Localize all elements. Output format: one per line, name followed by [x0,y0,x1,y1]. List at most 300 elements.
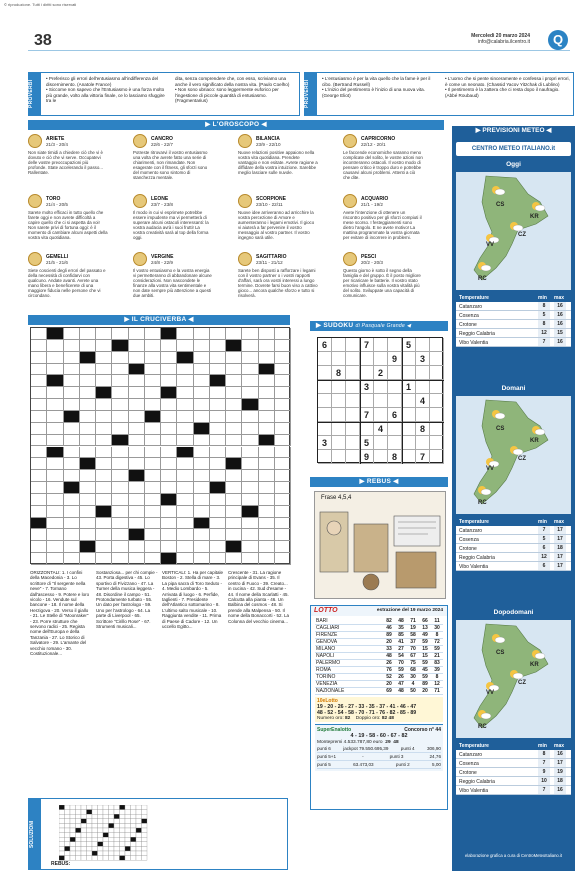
sudoku-cell[interactable] [430,408,444,422]
crossword-cell[interactable] [145,494,161,506]
crossword-cell[interactable] [129,352,145,364]
crossword-cell[interactable] [194,375,210,387]
crossword-cell[interactable] [112,482,128,494]
crossword-cell[interactable] [194,411,210,423]
crossword-cell[interactable] [31,340,47,352]
crossword-cell[interactable] [80,364,96,376]
sudoku-cell[interactable] [416,380,430,394]
crossword-cell[interactable] [177,375,193,387]
sudoku-cell[interactable] [346,408,360,422]
crossword-cell[interactable] [242,387,258,399]
crossword-cell[interactable] [259,494,275,506]
crossword-cell[interactable] [31,352,47,364]
crossword-cell[interactable] [226,518,242,530]
crossword-cell[interactable] [210,328,226,340]
sudoku-cell[interactable] [346,380,360,394]
crossword-cell[interactable] [129,435,145,447]
crossword-cell[interactable] [145,506,161,518]
crossword-cell[interactable] [177,529,193,541]
crossword-cell[interactable] [80,553,96,565]
crossword-cell[interactable] [242,541,258,553]
crossword-cell[interactable] [64,447,80,459]
crossword-cell[interactable] [275,328,291,340]
crossword-cell[interactable] [210,435,226,447]
crossword-cell[interactable] [210,387,226,399]
crossword-cell[interactable] [145,482,161,494]
crossword-cell[interactable] [96,375,112,387]
crossword-cell[interactable] [275,553,291,565]
sudoku-cell[interactable] [346,450,360,464]
sudoku-cell[interactable] [360,422,374,436]
crossword-cell[interactable] [226,506,242,518]
crossword-cell[interactable] [112,352,128,364]
sudoku-cell[interactable] [388,338,402,352]
crossword-cell[interactable] [129,411,145,423]
crossword-cell[interactable] [80,423,96,435]
crossword-cell[interactable] [226,364,242,376]
sudoku-cell[interactable] [374,450,388,464]
sudoku-cell[interactable] [332,408,346,422]
crossword-cell[interactable] [177,541,193,553]
crossword-cell[interactable] [80,340,96,352]
crossword-cell[interactable] [259,553,275,565]
crossword-cell[interactable] [145,399,161,411]
crossword-cell[interactable] [64,375,80,387]
sudoku-cell[interactable] [332,394,346,408]
crossword-cell[interactable] [31,387,47,399]
crossword-cell[interactable] [161,470,177,482]
crossword-cell[interactable] [129,553,145,565]
crossword-cell[interactable] [129,458,145,470]
crossword-cell[interactable] [64,458,80,470]
crossword-cell[interactable] [96,352,112,364]
crossword-cell[interactable] [194,541,210,553]
crossword-cell[interactable] [129,423,145,435]
crossword-cell[interactable] [64,470,80,482]
sudoku-cell[interactable] [402,394,416,408]
crossword-cell[interactable] [226,411,242,423]
crossword-cell[interactable] [145,423,161,435]
crossword-cell[interactable] [64,364,80,376]
crossword-cell[interactable] [112,387,128,399]
sudoku-cell[interactable] [346,394,360,408]
crossword-cell[interactable] [259,458,275,470]
crossword-cell[interactable] [145,541,161,553]
crossword-cell[interactable] [64,541,80,553]
crossword-cell[interactable] [112,553,128,565]
crossword-cell[interactable] [177,328,193,340]
crossword-cell[interactable] [47,458,63,470]
crossword-cell[interactable] [31,470,47,482]
crossword-cell[interactable] [194,506,210,518]
crossword-cell[interactable] [145,387,161,399]
crossword-cell[interactable] [129,541,145,553]
crossword-cell[interactable] [242,352,258,364]
crossword-cell[interactable] [275,435,291,447]
crossword-cell[interactable] [226,553,242,565]
crossword-cell[interactable] [64,340,80,352]
crossword-cell[interactable] [177,399,193,411]
crossword-cell[interactable] [259,518,275,530]
crossword-cell[interactable] [47,387,63,399]
crossword-cell[interactable] [275,518,291,530]
crossword-cell[interactable] [210,506,226,518]
crossword-cell[interactable] [177,506,193,518]
sudoku-cell[interactable] [346,422,360,436]
sudoku-cell[interactable] [374,380,388,394]
crossword-cell[interactable] [177,458,193,470]
crossword-cell[interactable] [64,328,80,340]
sudoku-cell[interactable] [318,450,332,464]
crossword-cell[interactable] [242,340,258,352]
crossword-cell[interactable] [194,387,210,399]
crossword-cell[interactable] [80,328,96,340]
crossword-cell[interactable] [242,470,258,482]
crossword-cell[interactable] [226,352,242,364]
crossword-cell[interactable] [80,387,96,399]
crossword-cell[interactable] [112,470,128,482]
crossword-cell[interactable] [177,364,193,376]
crossword-cell[interactable] [31,458,47,470]
crossword-cell[interactable] [242,553,258,565]
crossword-cell[interactable] [129,494,145,506]
crossword-cell[interactable] [275,387,291,399]
crossword-cell[interactable] [96,482,112,494]
crossword-cell[interactable] [194,458,210,470]
crossword-cell[interactable] [259,529,275,541]
crossword-cell[interactable] [112,411,128,423]
crossword-cell[interactable] [96,435,112,447]
crossword-cell[interactable] [210,340,226,352]
crossword-cell[interactable] [210,423,226,435]
crossword-cell[interactable] [275,423,291,435]
crossword-cell[interactable] [31,328,47,340]
crossword-cell[interactable] [47,423,63,435]
crossword-cell[interactable] [177,435,193,447]
sudoku-cell[interactable] [430,422,444,436]
crossword-cell[interactable] [80,447,96,459]
sudoku-cell[interactable] [402,352,416,366]
crossword-cell[interactable] [242,494,258,506]
crossword-cell[interactable] [145,328,161,340]
crossword-cell[interactable] [194,447,210,459]
crossword-cell[interactable] [64,506,80,518]
crossword-cell[interactable] [31,529,47,541]
crossword-cell[interactable] [275,506,291,518]
crossword-cell[interactable] [275,470,291,482]
sudoku-cell[interactable] [430,352,444,366]
sudoku-cell[interactable] [318,394,332,408]
crossword-cell[interactable] [161,364,177,376]
crossword-cell[interactable] [80,506,96,518]
crossword-cell[interactable] [242,411,258,423]
crossword-cell[interactable] [259,506,275,518]
crossword-cell[interactable] [31,541,47,553]
crossword-cell[interactable] [194,482,210,494]
sudoku-cell[interactable] [430,366,444,380]
crossword-cell[interactable] [80,411,96,423]
crossword-cell[interactable] [226,470,242,482]
crossword-cell[interactable] [259,470,275,482]
crossword-cell[interactable] [226,494,242,506]
crossword-cell[interactable] [96,529,112,541]
crossword-cell[interactable] [112,494,128,506]
crossword-cell[interactable] [242,423,258,435]
sudoku-cell[interactable] [332,352,346,366]
crossword-cell[interactable] [210,458,226,470]
crossword-cell[interactable] [64,352,80,364]
sudoku-cell[interactable] [318,380,332,394]
crossword-cell[interactable] [129,447,145,459]
crossword-cell[interactable] [96,541,112,553]
crossword-cell[interactable] [177,470,193,482]
crossword-cell[interactable] [177,411,193,423]
crossword-cell[interactable] [275,458,291,470]
crossword-cell[interactable] [210,470,226,482]
crossword-cell[interactable] [96,494,112,506]
crossword-cell[interactable] [242,529,258,541]
sudoku-cell[interactable] [332,422,346,436]
crossword-cell[interactable] [47,553,63,565]
crossword-cell[interactable] [210,541,226,553]
crossword-cell[interactable] [47,529,63,541]
crossword-cell[interactable] [275,411,291,423]
crossword-cell[interactable] [226,375,242,387]
crossword-cell[interactable] [177,494,193,506]
crossword-cell[interactable] [161,423,177,435]
crossword-cell[interactable] [194,328,210,340]
crossword-cell[interactable] [242,447,258,459]
crossword-cell[interactable] [242,375,258,387]
crossword-cell[interactable] [177,340,193,352]
crossword-cell[interactable] [129,328,145,340]
crossword-cell[interactable] [242,364,258,376]
crossword-cell[interactable] [80,494,96,506]
sudoku-cell[interactable] [416,408,430,422]
crossword-cell[interactable] [80,482,96,494]
crossword-cell[interactable] [161,447,177,459]
sudoku-cell[interactable] [388,394,402,408]
crossword-cell[interactable] [47,506,63,518]
crossword-cell[interactable] [226,447,242,459]
crossword-cell[interactable] [161,458,177,470]
crossword-cell[interactable] [210,553,226,565]
crossword-cell[interactable] [161,352,177,364]
crossword-cell[interactable] [31,375,47,387]
crossword-cell[interactable] [64,494,80,506]
sudoku-cell[interactable] [430,436,444,450]
crossword-cell[interactable] [161,399,177,411]
crossword-cell[interactable] [226,399,242,411]
crossword-cell[interactable] [112,506,128,518]
sudoku-cell[interactable] [416,338,430,352]
crossword-cell[interactable] [47,435,63,447]
sudoku-cell[interactable] [360,394,374,408]
crossword-cell[interactable] [275,399,291,411]
crossword-cell[interactable] [31,399,47,411]
sudoku-cell[interactable] [360,366,374,380]
sudoku-cell[interactable] [388,380,402,394]
sudoku-cell[interactable] [318,366,332,380]
crossword-cell[interactable] [112,541,128,553]
crossword-cell[interactable] [275,529,291,541]
crossword-cell[interactable] [80,399,96,411]
crossword-cell[interactable] [259,447,275,459]
crossword-cell[interactable] [96,364,112,376]
crossword-cell[interactable] [80,518,96,530]
crossword-cell[interactable] [177,518,193,530]
crossword-cell[interactable] [210,529,226,541]
sudoku-cell[interactable] [388,366,402,380]
crossword-cell[interactable] [80,375,96,387]
crossword-cell[interactable] [47,541,63,553]
crossword-cell[interactable] [64,435,80,447]
crossword-cell[interactable] [112,529,128,541]
sudoku-cell[interactable] [374,436,388,450]
crossword-cell[interactable] [112,518,128,530]
crossword-cell[interactable] [226,423,242,435]
crossword-cell[interactable] [80,435,96,447]
crossword-cell[interactable] [31,411,47,423]
crossword-cell[interactable] [64,387,80,399]
sudoku-cell[interactable] [402,422,416,436]
crossword-cell[interactable] [96,447,112,459]
crossword-cell[interactable] [31,506,47,518]
crossword-cell[interactable] [275,340,291,352]
crossword-cell[interactable] [194,494,210,506]
crossword-cell[interactable] [275,494,291,506]
crossword-cell[interactable] [96,423,112,435]
crossword-cell[interactable] [47,399,63,411]
crossword-cell[interactable] [80,470,96,482]
crossword-cell[interactable] [275,541,291,553]
crossword-cell[interactable] [242,328,258,340]
crossword-cell[interactable] [112,447,128,459]
crossword-cell[interactable] [194,470,210,482]
sudoku-cell[interactable] [374,338,388,352]
crossword-cell[interactable] [31,447,47,459]
sudoku-cell[interactable] [332,450,346,464]
crossword-cell[interactable] [210,411,226,423]
crossword-cell[interactable] [47,340,63,352]
crossword-cell[interactable] [259,399,275,411]
sudoku-cell[interactable] [346,366,360,380]
crossword-cell[interactable] [145,470,161,482]
crossword-cell[interactable] [259,423,275,435]
crossword-cell[interactable] [161,340,177,352]
crossword-cell[interactable] [112,399,128,411]
sudoku-cell[interactable] [346,352,360,366]
crossword-cell[interactable] [161,506,177,518]
crossword-cell[interactable] [275,447,291,459]
crossword-cell[interactable] [112,328,128,340]
crossword-cell[interactable] [145,458,161,470]
crossword-cell[interactable] [96,458,112,470]
crossword-cell[interactable] [96,553,112,565]
crossword-cell[interactable] [47,494,63,506]
crossword-cell[interactable] [210,399,226,411]
crossword-cell[interactable] [96,340,112,352]
sudoku-cell[interactable] [332,436,346,450]
crossword-cell[interactable] [47,470,63,482]
sudoku-cell[interactable] [374,394,388,408]
sudoku-cell[interactable] [430,450,444,464]
crossword-cell[interactable] [112,423,128,435]
crossword-cell[interactable] [129,375,145,387]
crossword-cell[interactable] [112,458,128,470]
crossword-cell[interactable] [145,340,161,352]
sudoku-cell[interactable] [318,408,332,422]
crossword-cell[interactable] [31,553,47,565]
crossword-cell[interactable] [31,423,47,435]
crossword-cell[interactable] [194,364,210,376]
crossword-cell[interactable] [259,328,275,340]
crossword-grid[interactable] [30,327,290,564]
crossword-cell[interactable] [31,482,47,494]
crossword-cell[interactable] [259,387,275,399]
crossword-cell[interactable] [275,352,291,364]
crossword-cell[interactable] [161,518,177,530]
crossword-cell[interactable] [194,399,210,411]
crossword-cell[interactable] [194,553,210,565]
crossword-cell[interactable] [259,375,275,387]
crossword-cell[interactable] [145,435,161,447]
crossword-cell[interactable] [275,375,291,387]
crossword-cell[interactable] [47,518,63,530]
crossword-cell[interactable] [259,352,275,364]
crossword-cell[interactable] [210,494,226,506]
crossword-cell[interactable] [112,375,128,387]
crossword-cell[interactable] [275,482,291,494]
sudoku-cell[interactable] [402,408,416,422]
crossword-cell[interactable] [96,399,112,411]
crossword-cell[interactable] [129,399,145,411]
crossword-cell[interactable] [210,364,226,376]
crossword-cell[interactable] [64,399,80,411]
crossword-cell[interactable] [64,529,80,541]
sudoku-cell[interactable] [346,338,360,352]
crossword-cell[interactable] [64,553,80,565]
crossword-cell[interactable] [177,553,193,565]
crossword-cell[interactable] [194,352,210,364]
crossword-cell[interactable] [226,328,242,340]
crossword-cell[interactable] [177,387,193,399]
crossword-cell[interactable] [194,529,210,541]
crossword-cell[interactable] [129,506,145,518]
crossword-cell[interactable] [161,435,177,447]
sudoku-cell[interactable] [402,436,416,450]
crossword-cell[interactable] [177,423,193,435]
sudoku-cell[interactable] [430,338,444,352]
crossword-cell[interactable] [47,364,63,376]
sudoku-cell[interactable] [430,394,444,408]
crossword-cell[interactable] [210,352,226,364]
crossword-cell[interactable] [226,482,242,494]
sudoku-cell[interactable] [402,450,416,464]
crossword-cell[interactable] [80,529,96,541]
sudoku-cell[interactable] [416,366,430,380]
crossword-cell[interactable] [259,340,275,352]
crossword-cell[interactable] [226,387,242,399]
crossword-cell[interactable] [194,340,210,352]
sudoku-cell[interactable] [332,380,346,394]
sudoku-grid[interactable] [317,337,443,463]
crossword-cell[interactable] [226,529,242,541]
crossword-cell[interactable] [96,518,112,530]
crossword-cell[interactable] [242,458,258,470]
crossword-cell[interactable] [145,529,161,541]
crossword-cell[interactable] [96,328,112,340]
